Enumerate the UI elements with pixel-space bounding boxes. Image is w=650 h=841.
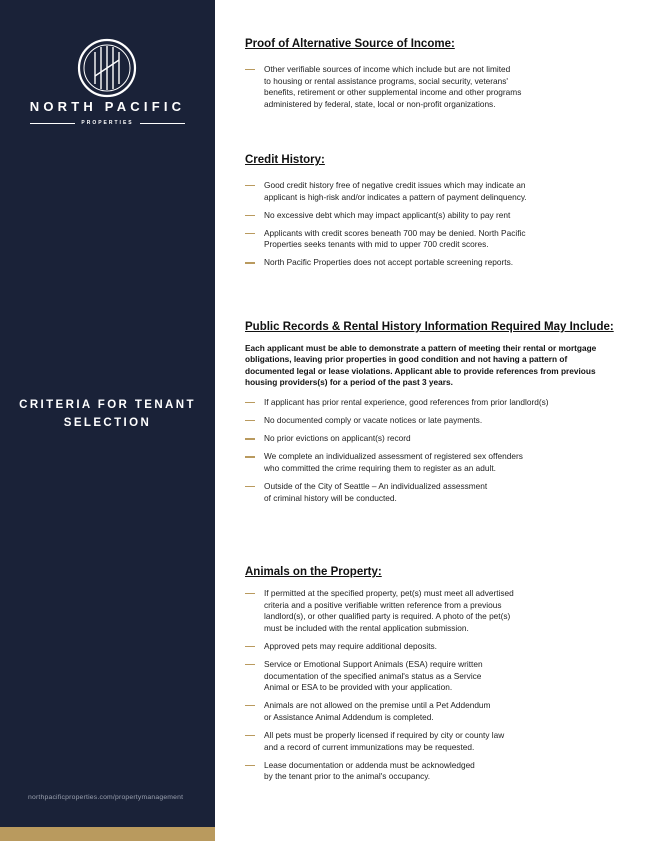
list-item: All pets must be properly licensed if required by city or county law and a record of current immunizations may be requested. [245, 730, 615, 753]
divider [30, 123, 75, 124]
list-item: No excessive debt which may impact applicant(s) ability to pay rent [245, 210, 615, 222]
dash-bullet-icon [245, 646, 255, 647]
dash-bullet-icon [245, 262, 255, 263]
sidebar [0, 0, 215, 841]
list-item: Good credit history free of negative credit issues which may indicate an applicant is high-risk and/or indicates a pattern of payment delinquency. [245, 180, 615, 203]
section-title: Animals on the Property: [245, 566, 382, 578]
dash-bullet-icon [245, 456, 255, 457]
dash-bullet-icon [245, 664, 255, 665]
list-item: Applicants with credit scores beneath 700 may be denied. North Pacific Properties seeks tenants with mid to upper 700 credit scores. [245, 228, 615, 251]
list-item: No prior evictions on applicant(s) record [245, 433, 615, 445]
section-title: Public Records & Rental History Information Required May Include: [245, 321, 614, 333]
section-records [245, 321, 615, 511]
list-item: North Pacific Properties does not accept portable screening reports. [245, 257, 615, 269]
list-item: If applicant has prior rental experience, good references from prior landlord(s) [245, 397, 615, 409]
dash-bullet-icon [245, 233, 255, 234]
section-title: Credit History: [245, 154, 325, 166]
list-item: Lease documentation or addenda must be acknowledged by the tenant prior to the animal's occupancy. [245, 760, 615, 783]
dash-bullet-icon [245, 765, 255, 766]
bullet-list [245, 588, 615, 783]
dash-bullet-icon [245, 705, 255, 706]
dash-bullet-icon [245, 402, 255, 403]
dash-bullet-icon [245, 420, 255, 421]
dash-bullet-icon [245, 215, 255, 216]
criteria-line-1: CRITERIA FOR TENANT [19, 399, 196, 411]
dash-bullet-icon [245, 185, 255, 186]
list-item: No documented comply or vacate notices or late payments. [245, 415, 615, 427]
list-item: Service or Emotional Support Animals (ESA) require written documentation of the specified animal's status as a Service Animal or ESA to be provided with your application. [245, 659, 615, 694]
footer-url[interactable]: northpacificproperties.com/propertymanagement [28, 794, 184, 801]
dash-bullet-icon [245, 593, 255, 594]
dash-bullet-icon [245, 486, 255, 487]
divider [140, 123, 185, 124]
brand-subtitle: PROPERTIES [81, 120, 134, 126]
bullet-list [245, 180, 615, 269]
list-item: Outside of the City of Seattle – An individualized assessment of criminal history will be conducted. [245, 481, 615, 504]
bullet-list [245, 397, 615, 504]
list-item: If permitted at the specified property, pet(s) must meet all advertised criteria and a positive verifiable written reference from a previous landlord(s), or other qualified party is required. A photo of the pet(s) must be included with the rental application submission. [245, 588, 615, 634]
list-item: Animals are not allowed on the premise until a Pet Addendum or Assistance Animal Addendum is completed. [245, 700, 615, 723]
list-item: Other verifiable sources of income which include but are not limited to housing or rental assistance programs, social security, veterans' benefits, retirement or other supplemental income and other programs administered by federal, state, local or non-profit organizations. [245, 64, 615, 110]
section-income [245, 38, 615, 117]
criteria-heading [0, 396, 215, 432]
section-credit [245, 154, 615, 276]
north-pacific-logo-icon [77, 38, 137, 98]
section-intro: Each applicant must be able to demonstrate a pattern of meeting their rental or mortgage obligations, leaving prior properties in good condition and not having a pattern of documented legal or lease violations. Applicant able to provide references from previous housing providers(s) for a period of the past 3 years. [245, 343, 597, 387]
criteria-line-2: SELECTION [63, 417, 152, 429]
bullet-list [245, 64, 615, 110]
list-item: Approved pets may require additional deposits. [245, 641, 615, 653]
section-title: Proof of Alternative Source of Income: [245, 38, 455, 50]
gold-accent-bar [0, 827, 215, 841]
dash-bullet-icon [245, 69, 255, 70]
section-animals [245, 566, 615, 789]
brand-subtitle-row [30, 118, 185, 128]
list-item: We complete an individualized assessment of registered sex offenders who committed the crime requiring them to register as an adult. [245, 451, 615, 474]
brand-name: NORTH PACIFIC [29, 99, 186, 114]
dash-bullet-icon [245, 438, 255, 439]
dash-bullet-icon [245, 735, 255, 736]
